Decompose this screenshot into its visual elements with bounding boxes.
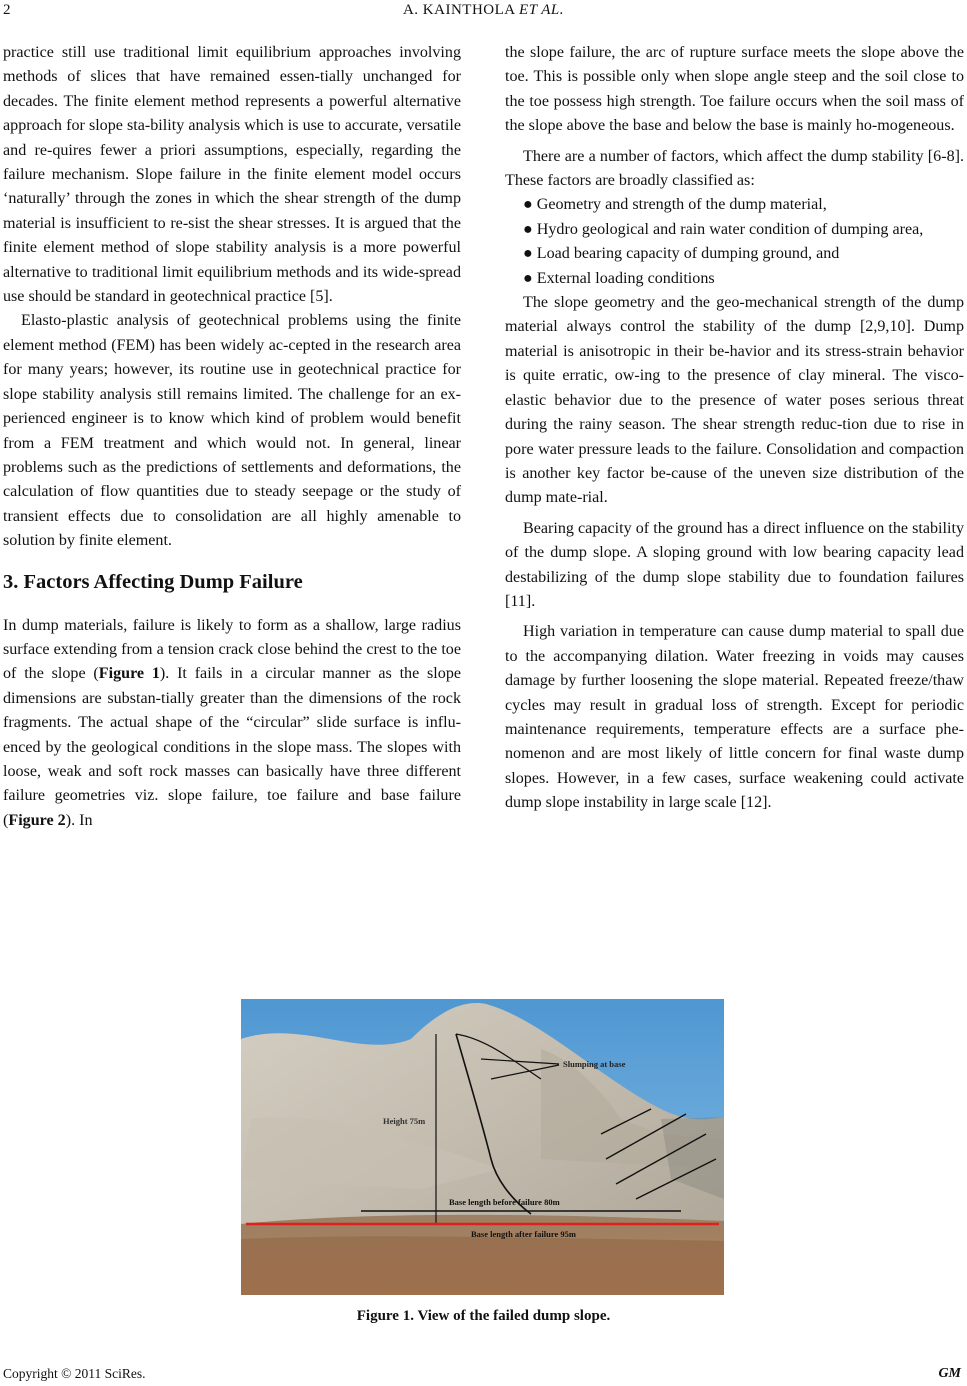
paragraph: practice still use traditional limit equilibrium approaches involving methods of slices that have remained essen-tially unchanged for decades. The finite element method represents a powerful alternative approach for slope sta-bility analysis which is use to accurate, versatile and re-quires fewer a priori assumptions, especially, regarding the failure mechanism. Slope failure in the finite element model occurs ‘naturally’ through the zones in which the shear strength of the dump material is insufficient to re-sist the shear stresses. It is argued that the finite element method of slope stability analysis is a more powerful alternative to traditional limit equilibrium methods and its wide-spread use should be standard in geotechnical practice [5]. <box>3 44 461 306</box>
page-number: 2 <box>3 2 11 18</box>
label-base-before: Base length before failure 80m <box>449 1197 560 1207</box>
bullet-item: ● External loading conditions <box>523 269 715 287</box>
ground-shading <box>241 1236 724 1295</box>
label-slumping: Slumping at base <box>563 1059 626 1069</box>
figure-caption: Figure 1. View of the failed dump slope. <box>356 1308 611 1324</box>
paragraph: There are a number of factors, which affect the dump stability [6-8]. These factors are broadly classified as: <box>505 147 964 190</box>
paragraph: High variation in temperature can cause dump material to spall due to the accompanying dilation. Water freezing in voids may causes damage by further loosening the slope material. Repeated freeze/thaw cycles may result in gradual loss of strength. Except for periodic maintenance requirements, temperature effects are a surface phe-nomenon and are most likely of little concern for final waste dump slopes. However, in a few cases, surface weakening could activate dump slope instability in large scale [12]. <box>505 623 964 812</box>
bullet-item: ● Load bearing capacity of dumping ground, and <box>523 245 840 263</box>
figure-reference[interactable]: Figure 1 <box>98 665 160 683</box>
figure-photo <box>241 999 724 1295</box>
figure-reference[interactable]: Figure 2 <box>8 811 66 829</box>
label-height: Height 75m <box>383 1116 426 1126</box>
paragraph-text: ). In <box>65 811 93 829</box>
paragraph: the slope failure, the arc of rupture surface meets the slope above the toe. This is possible only when slope angle steep and the soil close to the toe possess high strength. Toe failure occurs when the soil mass of the slope above the base and below the base is mainly ho-mogeneous. <box>505 44 964 135</box>
running-head-etal: ET AL. <box>519 2 565 18</box>
paragraph: Elasto-plastic analysis of geotechnical problems using the finite element method (FEM) has been widely ac-cepted in the research area for many years; however, its routine use in geotechnical practice for slope stability analysis still remains limited. The challenge for an ex-perienced engineer is to know which kind of problem would benefit from a FEM treatment and which would not. In general, linear problems such as the predictions of settlements and deformations, the calculation of flow quantities due to steady seepage or the study of transient effects due to consolidation are all highly amenable to solution by finite element. <box>3 312 461 550</box>
paragraph-text: In dump materials, failure is likely to form as a shallow, large radius surface extending from a tension crack close behind the crest to the toe of the slope ( <box>3 616 461 683</box>
running-head-authors: A. KAINTHOLA <box>402 2 515 18</box>
running-head <box>0 2 967 19</box>
bullet-item: ● Geometry and strength of the dump material, <box>523 196 827 214</box>
paragraph: Bearing capacity of the ground has a direct influence on the stability of the dump slope. A sloping ground with low bearing capacity lead destabilizing of the dump slope stability due to foundation failures [11]. <box>505 519 964 610</box>
label-base-after: Base length after failure 95m <box>471 1229 576 1239</box>
paragraph: The slope geometry and the geo-mechanical strength of the dump material always control the stability of the dump [2,9,10]. Dump material is anisotropic in their be-havior and its stress-strain behavior is quite erratic, ow-ing to the presence of clay mineral. The visco-elastic behavior due to the presence of water poses serious threat during the rainy season. The shear strength reduc-tion due to rise in pore water pressure leads to the failure. Consolidation and compaction is another key factor be-cause of the uneven size distribution of the dump mate-rial. <box>505 294 964 507</box>
paragraph-text: ). It fails in a circular manner as the slope dimensions are substan-tially greater than the dimensions of the rock fragments. The actual shape of the “circular” slide surface is influ-enced by the geological conditions in the slope mass. The slopes with loose, weak and soft rock masses can basically have three different failure geometries viz. slope failure, toe failure and base failure ( <box>3 665 462 829</box>
footer-journal: GM <box>938 1366 961 1381</box>
left-column <box>3 41 461 833</box>
right-column <box>505 41 964 816</box>
section-heading: 3. Factors Affecting Dump Failure <box>3 570 303 593</box>
bullet-item: ● Hydro geological and rain water condition of dumping area, <box>523 220 924 238</box>
footer-copyright: Copyright © 2011 SciRes. <box>3 1366 146 1381</box>
dump-slope-photo <box>241 999 724 1295</box>
paragraph <box>3 614 461 834</box>
